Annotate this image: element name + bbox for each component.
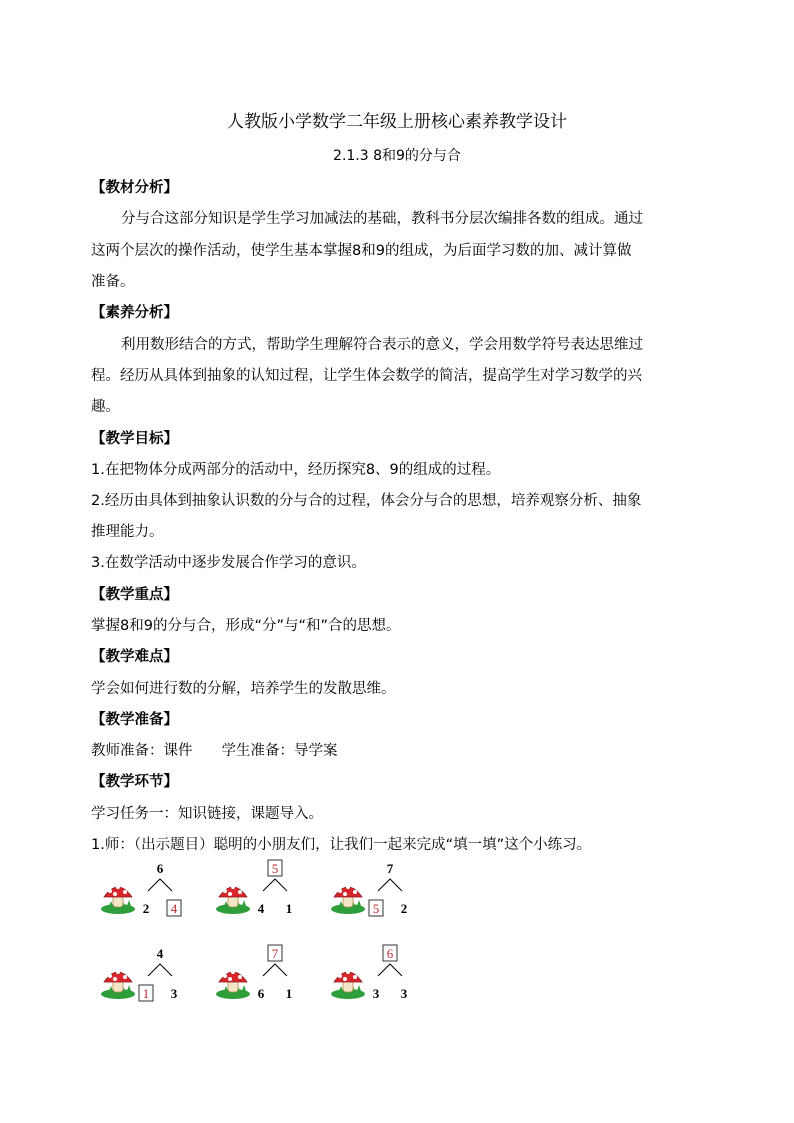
mushroom-dot xyxy=(116,885,120,889)
paragraph-line: 推理能力。 xyxy=(91,524,164,540)
branch-lines xyxy=(378,964,402,976)
top-number: 7 xyxy=(271,946,279,961)
paragraph-line: 掌握8和9的分与合，形成“分”与“和”合的思想。 xyxy=(91,618,401,634)
paragraph-line: 1.在把物体分成两部分的活动中，经历探究8、9的组成的过程。 xyxy=(91,462,501,478)
mushroom-icon xyxy=(331,885,365,914)
section-heading-goals: 【教学目标】 xyxy=(91,431,178,447)
exercise-item xyxy=(101,946,178,1001)
mushroom-icon xyxy=(216,970,250,999)
mushroom-dot xyxy=(231,970,235,974)
paragraph-line: 趣。 xyxy=(91,399,120,415)
paragraph-line: 教师准备：课件 学生准备：导学案 xyxy=(91,743,338,759)
mushroom-dot xyxy=(223,889,227,893)
right-number: 2 xyxy=(400,901,408,916)
branch-lines xyxy=(378,879,402,891)
section-heading-textbook: 【教材分析】 xyxy=(91,180,178,196)
page-title: 人教版小学数学二年级上册核心素养教学设计 xyxy=(227,112,567,132)
exercise-item xyxy=(331,861,407,916)
paragraph-line: 1.师：（出示题目）聪明的小朋友们，让我们一起来完成“填一填”这个小练习。 xyxy=(91,837,592,853)
left-number: 5 xyxy=(372,901,380,916)
right-number: 4 xyxy=(170,901,178,916)
exercise-item xyxy=(216,860,292,916)
mushroom-dot xyxy=(338,889,342,893)
paragraph-line: 学习任务一：知识链接，课题导入。 xyxy=(91,806,323,822)
paragraph-line: 分与合这部分知识是学生学习加减法的基础，教科书分层次编排各数的组成。通过 xyxy=(121,211,643,227)
section-heading-preparation: 【教学准备】 xyxy=(91,712,178,728)
mushroom-dot xyxy=(238,975,242,979)
section-heading-difficulties: 【教学难点】 xyxy=(91,649,178,665)
mushroom-dot xyxy=(343,977,347,981)
section-heading-key-points: 【教学重点】 xyxy=(91,587,178,603)
left-number: 4 xyxy=(257,901,265,916)
paragraph-line: 程。经历从具体到抽象的认知过程，让学生体会数学的简洁，提高学生对学习数学的兴 xyxy=(91,368,642,384)
page-subtitle: 2.1.3 8和9的分与合 xyxy=(333,148,461,164)
mushroom-dot xyxy=(223,974,227,978)
paragraph-line: 这两个层次的操作活动，使学生基本掌握8和9的组成，为后面学习数的加、减计算做 xyxy=(91,243,632,259)
right-number: 3 xyxy=(170,986,178,1001)
top-number: 4 xyxy=(156,946,164,961)
left-number: 3 xyxy=(372,986,380,1001)
branch-lines xyxy=(148,879,172,891)
mushroom-dot xyxy=(116,970,120,974)
left-number: 2 xyxy=(142,901,150,916)
mushroom-dot xyxy=(113,892,117,896)
branch-lines xyxy=(148,964,172,976)
top-number: 6 xyxy=(156,861,164,876)
mushroom-dot xyxy=(346,970,350,974)
paragraph-line: 2.经历由具体到抽象认识数的分与合的过程，体会分与合的思想，培养观察分析、抽象 xyxy=(91,493,642,509)
mushroom-dot xyxy=(108,889,112,893)
paragraph-line: 准备。 xyxy=(91,274,135,290)
mushroom-dot xyxy=(123,890,127,894)
exercise-item xyxy=(331,945,408,1001)
branch-lines xyxy=(263,879,287,891)
mushroom-dot xyxy=(231,885,235,889)
paragraph-line: 学会如何进行数的分解，培养学生的发散思维。 xyxy=(91,681,396,697)
top-number: 6 xyxy=(386,946,394,961)
mushroom-dot xyxy=(353,890,357,894)
left-number: 1 xyxy=(142,986,150,1001)
exercise-item xyxy=(216,945,292,1001)
mushroom-dot xyxy=(228,892,232,896)
mushroom-dot xyxy=(123,975,127,979)
mushroom-dot xyxy=(228,977,232,981)
mushroom-dot xyxy=(343,892,347,896)
section-heading-procedure: 【教学环节】 xyxy=(91,774,178,790)
paragraph-line: 3.在数学活动中逐步发展合作学习的意识。 xyxy=(91,555,366,571)
paragraph-line: 利用数形结合的方式，帮助学生理解符合表示的意义，学会用数学符号表达思维过 xyxy=(121,337,643,353)
mushroom-icon xyxy=(101,970,135,999)
mushroom-icon xyxy=(101,885,135,914)
mushroom-dot xyxy=(238,890,242,894)
mushroom-dot xyxy=(113,977,117,981)
mushroom-dot xyxy=(338,974,342,978)
exercise-item xyxy=(101,861,181,916)
left-number: 6 xyxy=(257,986,265,1001)
mushroom-dot xyxy=(353,975,357,979)
mushroom-dot xyxy=(108,974,112,978)
top-number: 7 xyxy=(386,861,394,876)
mushroom-dot xyxy=(346,885,350,889)
right-number: 1 xyxy=(285,901,293,916)
right-number: 3 xyxy=(400,986,408,1001)
branch-lines xyxy=(263,964,287,976)
section-heading-literacy: 【素养分析】 xyxy=(91,305,178,321)
mushroom-icon xyxy=(216,885,250,914)
right-number: 1 xyxy=(285,986,293,1001)
mushroom-icon xyxy=(331,970,365,999)
decomposition-exercises xyxy=(90,855,450,1015)
top-number: 5 xyxy=(271,861,279,876)
